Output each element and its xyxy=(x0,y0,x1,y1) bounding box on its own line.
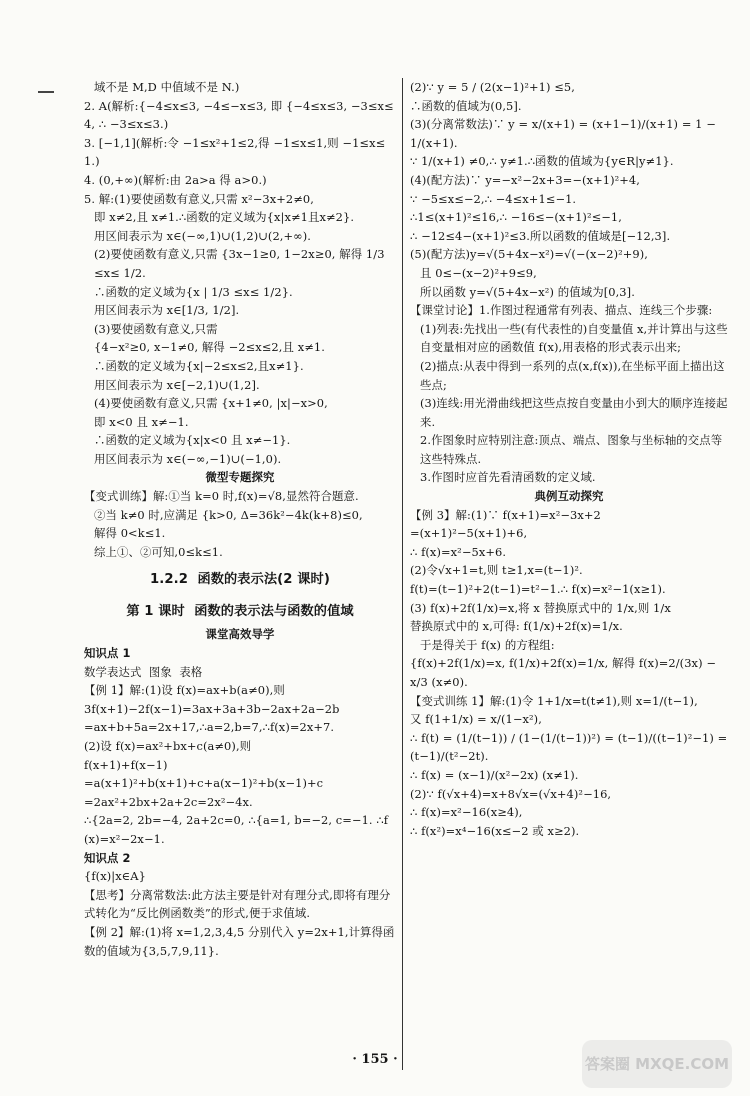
text-line: 【课堂讨论】1.作图过程通常有列表、描点、连线三个步骤: xyxy=(410,303,713,318)
text-line: 综上①、②可知,0≤k≤1. xyxy=(94,544,223,559)
text-line: (3) f(x)+2f(1/x)=x,将 x 替换原式中的 1/x,则 1/x xyxy=(410,600,671,615)
text-line: 数学表达式 图象 表格 xyxy=(84,664,203,679)
text-line: (3)要使函数有意义,只需 xyxy=(94,321,218,336)
text-line: 课堂高效导学 xyxy=(205,627,275,642)
text-line: (2)令√x+1=t,则 t≥1,x=(t−1)². xyxy=(410,563,583,578)
text-line: f(x+1)+f(x−1) xyxy=(84,757,168,772)
text-line: 于是得关于 f(x) 的方程组: xyxy=(420,637,555,652)
text-line: 第 1 课时 函数的表示法与函数的值域 xyxy=(126,604,354,620)
text-line: (3)(分离常数法)∵ y = x/(x+1) = (x+1−1)/(x+1) = 1 − 1/(x+1). xyxy=(410,117,720,150)
watermark-logo: 答案圈 MXQE.COM xyxy=(582,1040,732,1088)
text-line: =(x+1)²−5(x+1)+6, xyxy=(410,526,528,541)
text-line: 用区间表示为 x∈[1/3, 1/2]. xyxy=(94,303,240,318)
text-line: ∴ f(x) = (x−1)/(x²−2x) (x≠1). xyxy=(410,767,579,782)
text-line: ∵ 1/(x+1) ≠0,∴ y≠1.∴函数的值域为{y∈R|y≠1}. xyxy=(410,154,674,169)
text-line: ∴函数的定义域为{x|−2≤x≤2,且x≠1}. xyxy=(94,358,304,373)
text-line: 【变式训练】解:①当 k=0 时,f(x)=√8,显然符合题意. xyxy=(84,489,359,504)
text-line: ∴ f(t) = (1/(t−1)) / (1−(1/(t−1))²) = (t−1)/((t−1)²−1) = (t−1)/(t²−2t). xyxy=(410,730,731,764)
text-line: (2)设 f(x)=ax²+bx+c(a≠0),则 xyxy=(84,739,252,753)
text-line: 3.作图时应首先看清函数的定义域. xyxy=(420,470,596,485)
text-line: (3)连线:用光滑曲线把这些点按自变量由小到大的顺序连接起来. xyxy=(420,396,728,429)
text-line: 用区间表示为 x∈[−2,1)∪(1,2]. xyxy=(94,377,260,392)
text-line: (4)(配方法)∵ y=−x²−2x+3=−(x+1)²+4, xyxy=(410,172,640,187)
text-line: ∴ f(x²)=x⁴−16(x≤−2 或 x≥2). xyxy=(410,823,580,838)
text-line: (2)要使函数有意义,只需 {3x−1≥0, 1−2x≥0, 解得 1/3 ≤x≤ 1/2. xyxy=(94,247,389,280)
text-line: 又 f(1+1/x) = x/(1−x²), xyxy=(410,712,542,727)
page-number: · 155 · xyxy=(352,1052,398,1067)
text-line: ∵ −5≤x≤−2,∴ −4≤x+1≤−1. xyxy=(410,191,577,206)
text-line: 域不是 M,D 中值域不是 N.) xyxy=(94,80,240,94)
text-line: 【变式训练 1】解:(1)令 1+1/x=t(t≠1),则 x=1/(t−1), xyxy=(410,693,698,708)
left-column xyxy=(84,78,396,960)
text-line: =ax+b+5a=2x+17,∴a=2,b=7,∴f(x)=2x+7. xyxy=(84,720,335,735)
text-line: {f(x)|x∈A} xyxy=(84,869,146,884)
text-line: 所以函数 y=√(5+4x−x²) 的值域为[0,3]. xyxy=(420,284,635,299)
column-divider xyxy=(402,78,403,1070)
text-line: ∴ −12≤4−(x+1)²≤3.所以函数的值域是[−12,3]. xyxy=(410,228,671,243)
text-line: 解得 0<k≤1. xyxy=(94,526,166,541)
text-line: =2ax²+2bx+2a+2c=2x²−4x. xyxy=(84,794,253,809)
text-line: 2.作图象时应特别注意:顶点、端点、图象与坐标轴的交点等这些特殊点. xyxy=(420,433,723,466)
text-line: ∴函数的定义域为{x | 1/3 ≤x≤ 1/2}. xyxy=(94,284,293,299)
text-line: 即 x≠2,且 x≠1.∴函数的定义域为{x|x≠1且x≠2}. xyxy=(94,210,355,225)
margin-mark xyxy=(38,91,54,93)
text-line: 3. [−1,1](解析:令 −1≤x²+1≤2,得 −1≤x≤1,则 −1≤x≤1.) xyxy=(84,135,386,169)
right-column xyxy=(410,78,731,840)
text-line: 【例 3】解:(1)∵ f(x+1)=x²−3x+2 xyxy=(410,507,601,522)
text-line: ∴{2a=2, 2b=−4, 2a+2c=0, ∴{a=1, b=−2, c=−1. ∴f(x)=x²−2x−1. xyxy=(84,813,389,846)
text-line: ∴ f(x)=x²−5x+6. xyxy=(410,544,507,559)
text-line: {f(x)+2f(1/x)=x, f(1/x)+2f(x)=1/x, 解得 f(x)=2/(3x) − x/3 (x≠0). xyxy=(410,656,720,689)
text-line: (2)∵ y = 5 / (2(x−1)²+1) ≤5, xyxy=(410,80,575,94)
text-line: ∴函数的值域为(0,5]. xyxy=(410,98,522,113)
text-line: (2)∵ f(√x+4)=x+8√x=(√x+4)²−16, xyxy=(410,786,612,801)
text-line: f(t)=(t−1)²+2(t−1)=t²−1.∴ f(x)=x²−1(x≥1). xyxy=(410,582,666,597)
text-line: 4. (0,+∞)(解析:由 2a>a 得 a>0.) xyxy=(84,172,267,187)
text-line: ∴ f(x)=x²−16(x≥4), xyxy=(410,805,523,820)
text-line: 【例 2】解:(1)将 x=1,2,3,4,5 分别代入 y=2x+1,计算得函数的值域为{3,5,7,9,11}. xyxy=(84,924,395,958)
text-line: 且 0≤−(x−2)²+9≤9, xyxy=(420,265,537,280)
text-line: 典例互动探究 xyxy=(534,489,604,504)
text-line: (4)要使函数有意义,只需 {x+1≠0, |x|−x>0, xyxy=(94,396,328,411)
text-line: 【思考】分离常数法:此方法主要是针对有理分式,即将有理分式转化为“反比例函数类”的形式,便于求值域. xyxy=(84,887,391,921)
text-line: 【例 1】解:(1)设 f(x)=ax+b(a≠0),则 xyxy=(84,683,285,698)
text-line: 用区间表示为 x∈(−∞,1)∪(1,2)∪(2,+∞). xyxy=(94,228,312,243)
text-line: ∴1≤(x+1)²≤16,∴ −16≤−(x+1)²≤−1, xyxy=(410,210,622,225)
text-line: 5. 解:(1)要使函数有意义,只需 x²−3x+2≠0, xyxy=(84,191,314,206)
text-line: (5)(配方法)y=√(5+4x−x²)=√(−(x−2)²+9), xyxy=(410,247,649,262)
text-line: 3f(x+1)−2f(x−1)=3ax+3a+3b−2ax+2a−2b xyxy=(84,701,340,716)
text-line: 2. A(解析:{−4≤x≤3, −4≤−x≤3, 即 {−4≤x≤3, −3≤x≤4, ∴ −3≤x≤3.) xyxy=(84,98,394,132)
text-line: (2)描点:从表中得到一系列的点(x,f(x)),在坐标平面上描出这些点; xyxy=(420,358,725,392)
text-line: ∴函数的定义域为{x|x<0 且 x≠−1}. xyxy=(94,433,291,448)
text-line: (1)列表:先找出一些(有代表性的)自变量值 x,并计算出与这些自变量相对应的函数值 f(x),用表格的形式表示出来; xyxy=(420,321,728,355)
text-line: =a(x+1)²+b(x+1)+c+a(x−1)²+b(x−1)+c xyxy=(84,776,324,791)
text-line: 知识点 1 xyxy=(84,646,131,661)
text-line: 用区间表示为 x∈(−∞,−1)∪(−1,0). xyxy=(94,451,282,466)
text-line: 即 x<0 且 x≠−1. xyxy=(94,414,189,429)
text-line: {4−x²≥0, x−1≠0, 解得 −2≤x≤2,且 x≠1. xyxy=(94,340,325,355)
text-line: ②当 k≠0 时,应满足 {k>0, Δ=36k²−4k(k+8)≤0, xyxy=(94,507,363,522)
text-line: 1.2.2 函数的表示法(2 课时) xyxy=(150,572,330,588)
text-line: 知识点 2 xyxy=(84,850,131,865)
text-line: 微型专题探究 xyxy=(205,470,275,485)
text-line: 替换原式中的 x,可得: f(1/x)+2f(x)=1/x. xyxy=(410,619,623,634)
